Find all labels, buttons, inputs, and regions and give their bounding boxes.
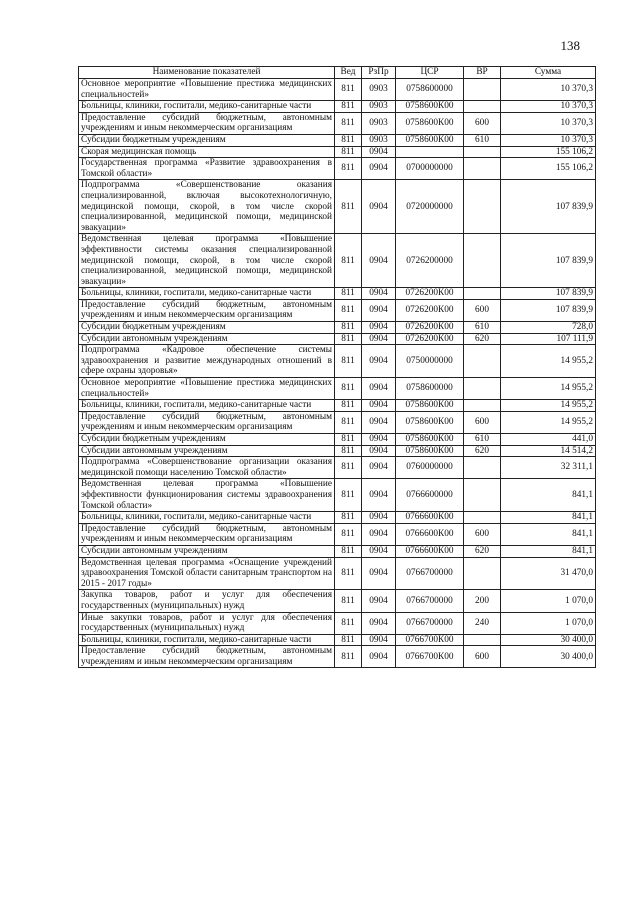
cell-vr: 600 (464, 646, 501, 668)
cell-vr (464, 457, 501, 479)
cell-ved: 811 (335, 333, 362, 345)
cell-ved: 811 (335, 479, 362, 512)
cell-rzpr: 0904 (362, 434, 396, 446)
cell-ved: 811 (335, 634, 362, 646)
cell-csr: 0726200К00 (396, 333, 464, 345)
cell-csr: 0720000000 (396, 180, 464, 234)
cell-vr (464, 378, 501, 400)
cell-vr (464, 234, 501, 288)
cell-rzpr: 0904 (362, 523, 396, 545)
cell-csr: 0758600К00 (396, 101, 464, 113)
cell-vr: 600 (464, 299, 501, 321)
cell-ved: 811 (335, 288, 362, 300)
cell-csr: 0766700000 (396, 557, 464, 590)
cell-csr: 0766700000 (396, 590, 464, 612)
cell-csr: 0726200К00 (396, 299, 464, 321)
cell-rzpr: 0903 (362, 112, 396, 134)
cell-sum: 155 106,2 (501, 158, 596, 180)
cell-vr (464, 557, 501, 590)
cell-ved: 811 (335, 378, 362, 400)
table-row (79, 445, 596, 457)
cell-rzpr: 0904 (362, 234, 396, 288)
cell-name: Предоставление субсидий бюджетным, автономным учреждениям и иным некоммерческим организациям (79, 411, 335, 433)
cell-sum: 10 370,3 (501, 134, 596, 146)
cell-ved: 811 (335, 158, 362, 180)
cell-sum: 1 070,0 (501, 590, 596, 612)
cell-csr: 0760000000 (396, 457, 464, 479)
table-row (79, 79, 596, 101)
table-row (79, 180, 596, 234)
header-vr: ВР (464, 67, 501, 79)
cell-vr (464, 146, 501, 158)
table-row (79, 146, 596, 158)
table-row (79, 112, 596, 134)
cell-sum: 107 839,9 (501, 299, 596, 321)
cell-ved: 811 (335, 557, 362, 590)
table-row (79, 288, 596, 300)
table-row (79, 457, 596, 479)
cell-name: Закупка товаров, работ и услуг для обеспечения государственных (муниципальных) нужд (79, 590, 335, 612)
cell-vr (464, 479, 501, 512)
header-sum: Сумма (501, 67, 596, 79)
cell-name: Субсидии бюджетным учреждениям (79, 134, 335, 146)
cell-vr: 620 (464, 545, 501, 557)
cell-csr: 0758600000 (396, 378, 464, 400)
table-row (79, 545, 596, 557)
cell-vr: 600 (464, 411, 501, 433)
cell-name: Основное мероприятие «Повышение престижа медицинских специальностей» (79, 79, 335, 101)
cell-csr: 0766600К00 (396, 512, 464, 524)
cell-csr: 0766600000 (396, 479, 464, 512)
table-row (79, 322, 596, 334)
cell-ved: 811 (335, 612, 362, 634)
table-header-row (79, 67, 596, 79)
page-number: 138 (560, 38, 580, 53)
cell-ved: 811 (335, 646, 362, 668)
cell-name: Подпрограмма «Совершенствование организации оказания медицинской помощи населению Томской области» (79, 457, 335, 479)
cell-rzpr: 0904 (362, 457, 396, 479)
cell-ved: 811 (335, 101, 362, 113)
cell-rzpr: 0904 (362, 445, 396, 457)
cell-sum: 10 370,3 (501, 101, 596, 113)
cell-ved: 811 (335, 523, 362, 545)
cell-name: Ведомственная целевая программа «Повышение эффективности функционирования системы здравоохранения Томской области» (79, 479, 335, 512)
cell-sum: 841,1 (501, 479, 596, 512)
table-row (79, 634, 596, 646)
cell-vr (464, 180, 501, 234)
table-row (79, 434, 596, 446)
cell-ved: 811 (335, 590, 362, 612)
table-row (79, 557, 596, 590)
cell-csr (396, 146, 464, 158)
table-row (79, 411, 596, 433)
cell-rzpr: 0904 (362, 400, 396, 412)
cell-ved: 811 (335, 434, 362, 446)
cell-sum: 14 955,2 (501, 411, 596, 433)
cell-ved: 811 (335, 345, 362, 378)
cell-csr: 0766700К00 (396, 634, 464, 646)
cell-name: Субсидии бюджетным учреждениям (79, 322, 335, 334)
cell-ved: 811 (335, 79, 362, 101)
cell-sum: 30 400,0 (501, 634, 596, 646)
cell-name: Больницы, клиники, госпитали, медико-санитарные части (79, 512, 335, 524)
cell-name: Больницы, клиники, госпитали, медико-санитарные части (79, 288, 335, 300)
cell-sum: 30 400,0 (501, 646, 596, 668)
cell-name: Субсидии автономным учреждениям (79, 445, 335, 457)
cell-rzpr: 0904 (362, 411, 396, 433)
cell-ved: 811 (335, 234, 362, 288)
cell-name: Ведомственная целевая программа «Оснащение учреждений здравоохранения Томской области санитарным транспортом на 2015 - 2017 годы» (79, 557, 335, 590)
cell-sum: 841,1 (501, 523, 596, 545)
cell-rzpr: 0904 (362, 288, 396, 300)
cell-csr: 0758600К00 (396, 445, 464, 457)
cell-vr (464, 158, 501, 180)
table-row (79, 378, 596, 400)
cell-vr: 200 (464, 590, 501, 612)
cell-name: Предоставление субсидий бюджетным, автономным учреждениям и иным некоммерческим организациям (79, 523, 335, 545)
cell-sum: 841,1 (501, 512, 596, 524)
cell-name: Субсидии автономным учреждениям (79, 333, 335, 345)
budget-table (78, 66, 596, 668)
cell-sum: 728,0 (501, 322, 596, 334)
cell-name: Субсидии автономным учреждениям (79, 545, 335, 557)
cell-ved: 811 (335, 112, 362, 134)
cell-rzpr: 0903 (362, 101, 396, 113)
cell-name: Ведомственная целевая программа «Повышение эффективности системы оказания специализированной медицинской помощи, скорой, в том числе скорой специализированной, медицинской помощи, медицинской эвакуации» (79, 234, 335, 288)
cell-vr (464, 101, 501, 113)
cell-rzpr: 0904 (362, 557, 396, 590)
cell-sum: 10 370,3 (501, 112, 596, 134)
cell-vr (464, 634, 501, 646)
table-row (79, 512, 596, 524)
cell-sum: 841,1 (501, 545, 596, 557)
cell-csr: 0758600К00 (396, 134, 464, 146)
cell-sum: 107 111,9 (501, 333, 596, 345)
header-name: Наименование показателей (79, 67, 335, 79)
cell-rzpr: 0904 (362, 333, 396, 345)
cell-name: Больницы, клиники, госпитали, медико-санитарные части (79, 101, 335, 113)
cell-rzpr: 0903 (362, 79, 396, 101)
cell-sum: 14 514,2 (501, 445, 596, 457)
cell-rzpr: 0904 (362, 590, 396, 612)
cell-name: Государственная программа «Развитие здравоохранения в Томской области» (79, 158, 335, 180)
table-row (79, 158, 596, 180)
cell-csr: 0758600К00 (396, 112, 464, 134)
table-row (79, 234, 596, 288)
cell-rzpr: 0904 (362, 634, 396, 646)
cell-ved: 811 (335, 400, 362, 412)
header-csr: ЦСР (396, 67, 464, 79)
cell-name: Больницы, клиники, госпитали, медико-санитарные части (79, 400, 335, 412)
cell-csr: 0726200К00 (396, 322, 464, 334)
cell-csr: 0766700К00 (396, 646, 464, 668)
table-row (79, 333, 596, 345)
cell-csr: 0750000000 (396, 345, 464, 378)
table-row (79, 479, 596, 512)
cell-vr: 600 (464, 523, 501, 545)
cell-name: Иные закупки товаров, работ и услуг для обеспечения государственных (муниципальных) нужд (79, 612, 335, 634)
cell-rzpr: 0904 (362, 180, 396, 234)
cell-rzpr: 0904 (362, 299, 396, 321)
cell-sum: 107 839,9 (501, 180, 596, 234)
cell-csr: 0726200К00 (396, 288, 464, 300)
header-ved: Вед (335, 67, 362, 79)
cell-sum: 107 839,9 (501, 288, 596, 300)
cell-vr (464, 512, 501, 524)
cell-csr: 0700000000 (396, 158, 464, 180)
cell-ved: 811 (335, 512, 362, 524)
table-row (79, 523, 596, 545)
cell-rzpr: 0904 (362, 322, 396, 334)
cell-rzpr: 0904 (362, 158, 396, 180)
cell-rzpr: 0904 (362, 378, 396, 400)
header-rzpr: РзПр (362, 67, 396, 79)
cell-name: Подпрограмма «Кадровое обеспечение системы здравоохранения и развитие международных отношений в сфере охраны здоровья» (79, 345, 335, 378)
cell-vr: 240 (464, 612, 501, 634)
table-row (79, 101, 596, 113)
cell-ved: 811 (335, 445, 362, 457)
cell-vr: 610 (464, 134, 501, 146)
cell-ved: 811 (335, 299, 362, 321)
cell-sum: 10 370,3 (501, 79, 596, 101)
cell-sum: 32 311,1 (501, 457, 596, 479)
cell-sum: 31 470,0 (501, 557, 596, 590)
cell-sum: 107 839,9 (501, 234, 596, 288)
table-row (79, 345, 596, 378)
cell-ved: 811 (335, 545, 362, 557)
cell-vr: 620 (464, 445, 501, 457)
cell-vr (464, 79, 501, 101)
cell-ved: 811 (335, 457, 362, 479)
table-row (79, 646, 596, 668)
cell-vr (464, 288, 501, 300)
cell-vr (464, 345, 501, 378)
cell-csr: 0766700000 (396, 612, 464, 634)
cell-sum: 14 955,2 (501, 378, 596, 400)
cell-csr: 0766600К00 (396, 523, 464, 545)
cell-name: Скорая медицинская помощь (79, 146, 335, 158)
table-row (79, 400, 596, 412)
cell-csr: 0758600К00 (396, 400, 464, 412)
cell-sum: 14 955,2 (501, 400, 596, 412)
cell-vr: 610 (464, 434, 501, 446)
table-body (79, 79, 596, 668)
cell-sum: 155 106,2 (501, 146, 596, 158)
cell-name: Предоставление субсидий бюджетным, автономным учреждениям и иным некоммерческим организациям (79, 112, 335, 134)
cell-vr: 610 (464, 322, 501, 334)
cell-name: Предоставление субсидий бюджетным, автономным учреждениям и иным некоммерческим организациям (79, 646, 335, 668)
table-row (79, 590, 596, 612)
cell-ved: 811 (335, 146, 362, 158)
cell-rzpr: 0904 (362, 146, 396, 158)
cell-ved: 811 (335, 134, 362, 146)
cell-sum: 14 955,2 (501, 345, 596, 378)
cell-ved: 811 (335, 322, 362, 334)
cell-csr: 0758600000 (396, 79, 464, 101)
cell-rzpr: 0904 (362, 545, 396, 557)
cell-csr: 0726200000 (396, 234, 464, 288)
cell-name: Больницы, клиники, госпитали, медико-санитарные части (79, 634, 335, 646)
cell-csr: 0758600К00 (396, 434, 464, 446)
cell-sum: 1 070,0 (501, 612, 596, 634)
cell-name: Подпрограмма «Совершенствование оказания специализированной, включая высокотехнологичную, медицинской помощи, скорой, в том числе скорой специализированной, медицинской помощи, медицинской эвакуации» (79, 180, 335, 234)
cell-rzpr: 0904 (362, 512, 396, 524)
cell-ved: 811 (335, 411, 362, 433)
cell-ved: 811 (335, 180, 362, 234)
cell-name: Основное мероприятие «Повышение престижа медицинских специальностей» (79, 378, 335, 400)
table-row (79, 612, 596, 634)
cell-rzpr: 0904 (362, 612, 396, 634)
cell-rzpr: 0904 (362, 345, 396, 378)
cell-csr: 0766600К00 (396, 545, 464, 557)
cell-vr (464, 400, 501, 412)
cell-sum: 441,0 (501, 434, 596, 446)
cell-rzpr: 0903 (362, 134, 396, 146)
cell-vr: 620 (464, 333, 501, 345)
cell-rzpr: 0904 (362, 646, 396, 668)
cell-vr: 600 (464, 112, 501, 134)
table-row (79, 299, 596, 321)
cell-name: Субсидии бюджетным учреждениям (79, 434, 335, 446)
cell-rzpr: 0904 (362, 479, 396, 512)
cell-name: Предоставление субсидий бюджетным, автономным учреждениям и иным некоммерческим организациям (79, 299, 335, 321)
table-row (79, 134, 596, 146)
cell-csr: 0758600К00 (396, 411, 464, 433)
